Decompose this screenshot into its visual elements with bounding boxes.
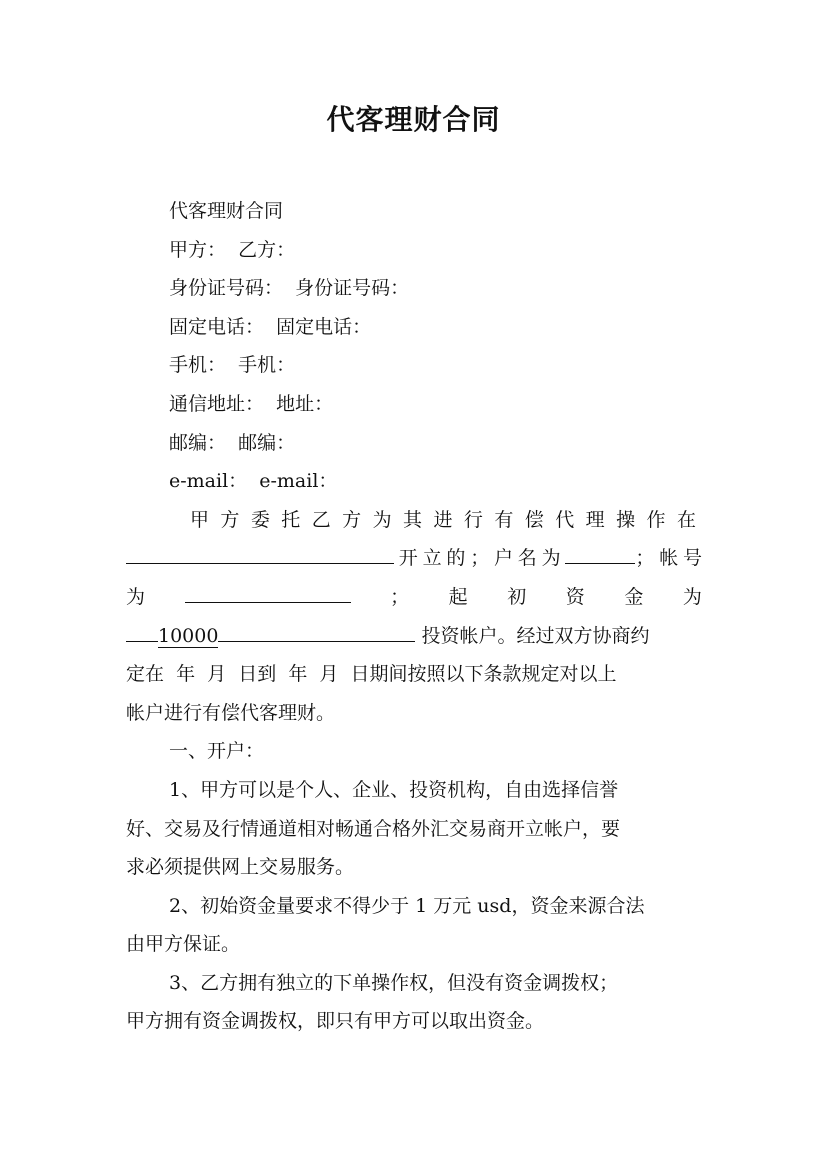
initial-amount: 10000 bbox=[158, 624, 219, 647]
id-number-line: 身份证号码： 身份证号码： bbox=[169, 277, 410, 300]
item-3-line-2: 甲方拥有资金调拨权，即只有甲方可以取出资金。 bbox=[126, 1010, 545, 1033]
qi: 起 bbox=[448, 585, 468, 608]
address-line: 通信地址： 地址： bbox=[169, 392, 334, 415]
amount-blank-left bbox=[126, 619, 158, 642]
chu: 初 bbox=[507, 585, 527, 608]
document-body bbox=[126, 192, 702, 1041]
parties-line: 甲方： 乙方： bbox=[169, 238, 296, 261]
postcode-line: 邮编： 邮编： bbox=[169, 431, 296, 454]
document-title: 代客理财合同 bbox=[326, 103, 501, 136]
intro-line-2 bbox=[126, 539, 702, 578]
mobile-line: 手机： 手机： bbox=[169, 354, 296, 377]
intro-line-5: 定在 年 月 日到 年 月 日期间按照以下条款规定对以上 bbox=[126, 663, 617, 686]
item-2-line-2: 由甲方保证。 bbox=[126, 933, 241, 956]
intro-text-2-end: ；帐号 bbox=[635, 547, 702, 570]
intro-line-1 bbox=[126, 501, 702, 540]
account-name-blank bbox=[565, 541, 635, 564]
amount-blank-right bbox=[218, 619, 415, 642]
item-3-line-1: 3、乙方拥有独立的下单操作权，但没有资金调拨权； bbox=[169, 971, 619, 994]
item-1-line-2: 好、交易及行情通道相对畅通合格外汇交易商开立帐户，要 bbox=[126, 817, 621, 840]
email-line: e-mail： e-mail： bbox=[169, 470, 338, 493]
semicolon: ； bbox=[390, 585, 410, 608]
intro-text-4-end: 投资帐户。经过双方协商约 bbox=[415, 624, 650, 647]
intro-line-4 bbox=[126, 617, 702, 656]
zi: 资 bbox=[565, 585, 585, 608]
contract-heading-line: 代客理财合同 bbox=[169, 200, 284, 222]
intro-line-3 bbox=[126, 578, 702, 617]
intro-text-2-mid: 开立的；户名为 bbox=[394, 547, 566, 570]
jin: 金 bbox=[624, 585, 644, 608]
intro-line-6: 帐户进行有偿代客理财。 bbox=[126, 701, 336, 724]
account-number-blank bbox=[185, 580, 351, 603]
institution-blank bbox=[126, 541, 394, 564]
landline-line: 固定电话： 固定电话： bbox=[169, 315, 372, 338]
wei: 为 bbox=[682, 585, 702, 608]
intro-text-3-start: 为 bbox=[126, 585, 146, 608]
item-2-line-1: 2、初始资金量要求不得少于 1 万元 usd，资金来源合法 bbox=[169, 894, 645, 917]
section-1-heading: 一、开户： bbox=[169, 740, 265, 763]
item-1-line-3: 求必须提供网上交易服务。 bbox=[126, 856, 355, 879]
intro-text-1: 甲方委托乙方为其进行有偿代理操作在 bbox=[190, 508, 702, 531]
item-1-line-1: 1、甲方可以是个人、企业、投资机构，自由选择信誉 bbox=[169, 778, 619, 801]
